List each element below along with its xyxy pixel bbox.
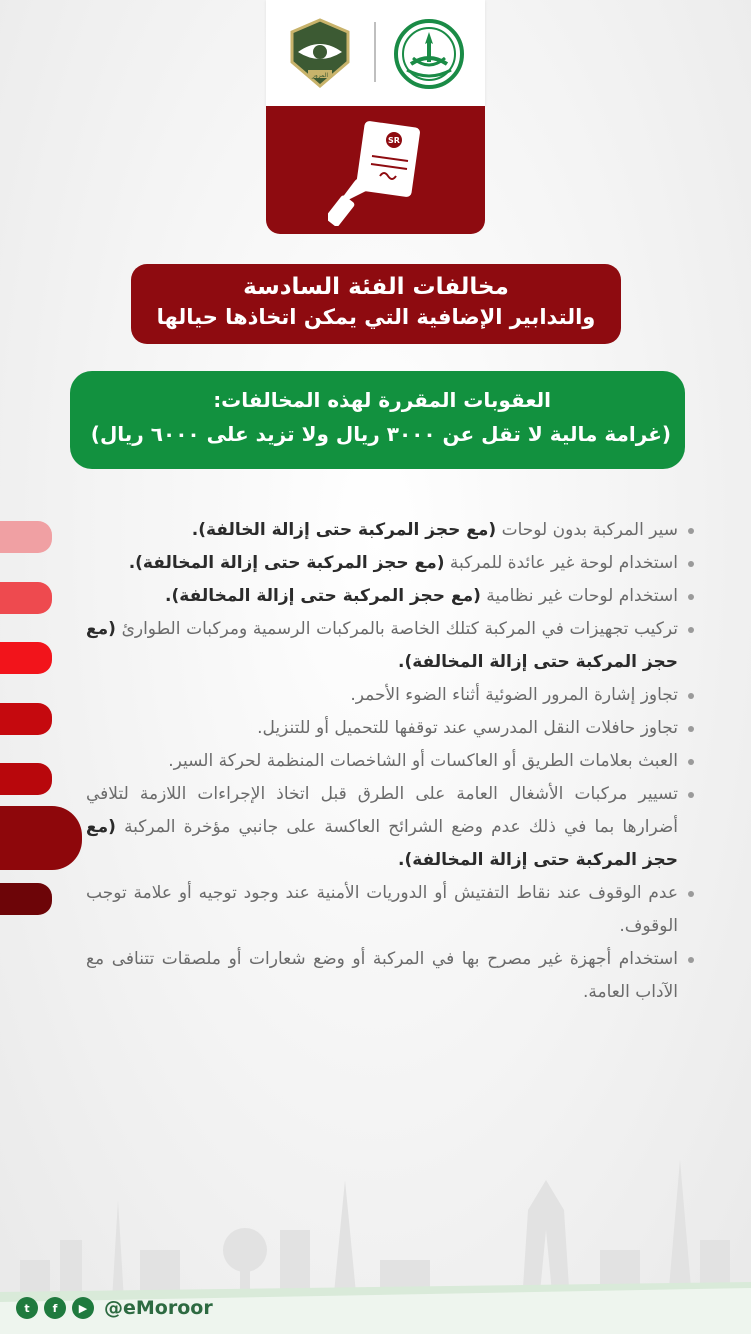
category-title: مخالفات الفئة السادسة (243, 274, 509, 300)
header-logos (266, 0, 485, 106)
twitter-icon[interactable]: t (16, 1297, 38, 1319)
violation-item: استخدام أجهزة غير مصرح بها في المركبة أو وضع شعارات أو ملصقات تتنافى مع الآداب العامة. (86, 943, 696, 1009)
side-tab-5 (0, 763, 52, 795)
violation-item: تركيب تجهيزات في المركبة كتلك الخاصة بالمركبات الرسمية ومركبات الطوارئ (مع حجز المركبة حتى إزالة المخالفة). (86, 613, 696, 679)
traffic-logo-text: المرور (311, 72, 329, 79)
side-tab-6 (0, 806, 82, 870)
violations-list (86, 514, 696, 1009)
penalty-heading: العقوبات المقررة لهذه المخالفات: (213, 388, 551, 412)
fine-document-icon (328, 118, 428, 226)
violation-item: عدم الوقوف عند نقاط التفتيش أو الدوريات الأمنية عند وجود توجيه أو علامة توجب الوقوف. (86, 877, 696, 943)
side-tab-1 (0, 521, 52, 553)
side-tab-7 (0, 883, 52, 915)
violation-item: تجاوز إشارة المرور الضوئية أثناء الضوء الأحمر. (86, 679, 696, 712)
header-icon-box (266, 106, 485, 234)
violation-item: العبث بعلامات الطريق أو العاكسات أو الشاخصات المنظمة لحركة السير. (86, 745, 696, 778)
currency-badge: SR (388, 136, 400, 145)
violation-item: استخدام لوحة غير عائدة للمركبة (مع حجز المركبة حتى إزالة المخالفة). (86, 547, 696, 580)
ministry-emblem-icon (393, 18, 465, 90)
violation-item: تسيير مركبات الأشغال العامة على الطرق قبل اتخاذ الإجراءات اللازمة لتلافي أضرارها بما في ذلك عدم وضع الشرائح العاكسة على جانبي مؤخرة المركبة (مع حجز المركبة حتى إزالة المخالفة). (86, 778, 696, 877)
violation-item: تجاوز حافلات النقل المدرسي عند توقفها للتحميل أو للتنزيل. (86, 712, 696, 745)
logo-divider (374, 22, 376, 82)
violation-item: استخدام لوحات غير نظامية (مع حجز المركبة حتى إزالة المخالفة). (86, 580, 696, 613)
category-title-box (131, 264, 621, 344)
violation-item: سير المركبة بدون لوحات (مع حجز المركبة حتى إزالة الخالفة). (86, 514, 696, 547)
traffic-police-emblem-icon (288, 18, 352, 88)
penalty-amount: (غرامة مالية لا تقل عن ٣٠٠٠ ريال ولا تزيد على ٦٠٠٠ ريال) (90, 422, 671, 446)
facebook-icon[interactable]: f (44, 1297, 66, 1319)
side-tab-2 (0, 582, 52, 614)
side-tab-3 (0, 642, 52, 674)
category-subtitle: والتدابير الإضافية التي يمكن اتخاذها حيالها (156, 305, 596, 329)
penalty-box (70, 371, 685, 469)
youtube-icon[interactable]: ▶ (72, 1297, 94, 1319)
social-links (16, 1297, 213, 1319)
side-tab-4 (0, 703, 52, 735)
social-handle[interactable]: @eMoroor (104, 1297, 213, 1319)
